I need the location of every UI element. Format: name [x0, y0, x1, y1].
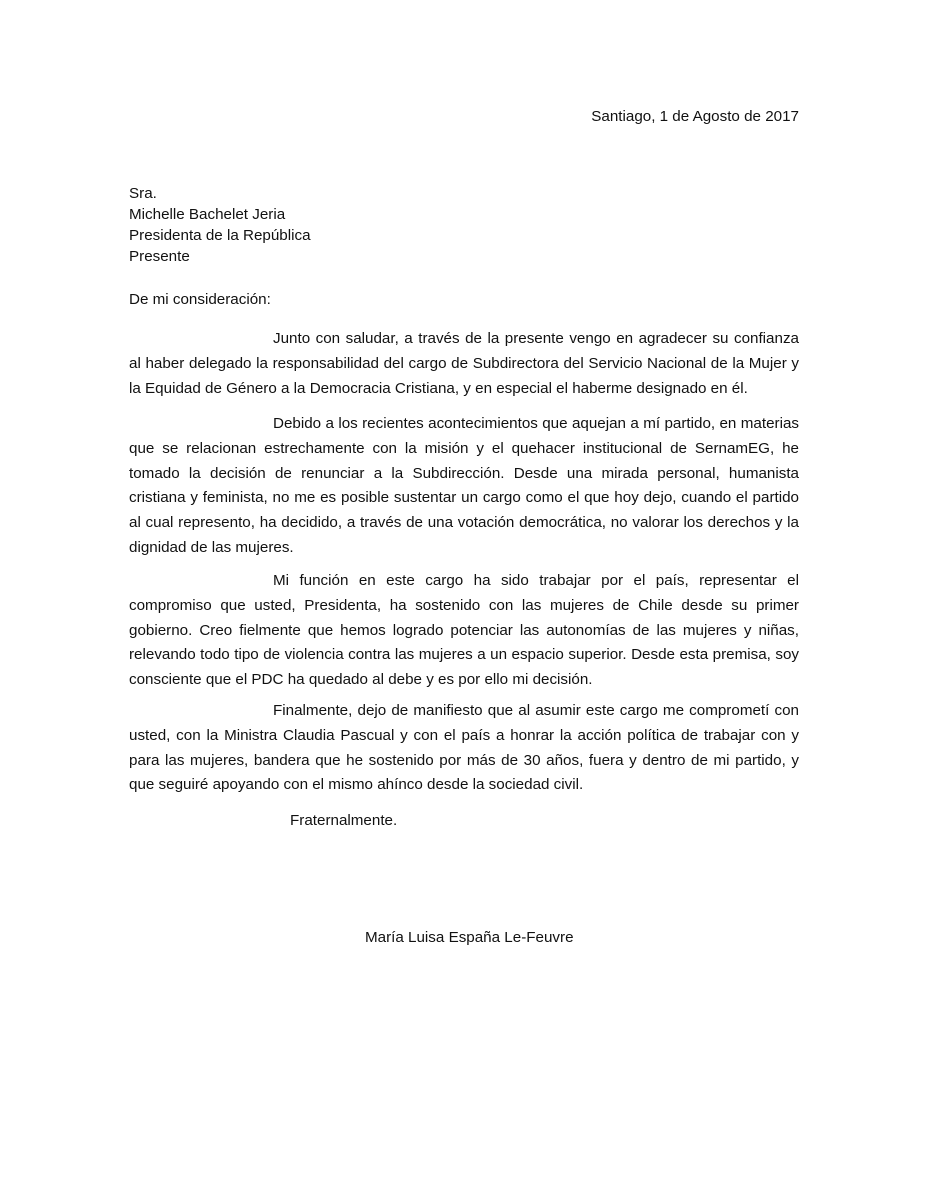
- addressee-presente: Presente: [129, 248, 190, 265]
- addressee-title: Presidenta de la República: [129, 227, 311, 244]
- body-paragraph-1: Junto con saludar, a través de la presente vengo en agradecer su confianza al haber delegado la responsabilidad del cargo de Subdirectora del Servicio Nacional de la Mujer y la Equidad de Género a la Democracia Cristiana, y en especial el haberme designado en él.: [129, 330, 799, 397]
- body-paragraph-4: Finalmente, dejo de manifiesto que al asumir este cargo me comprometí con usted, con la Ministra Claudia Pascual y con el país a honrar la acción política de trabajar con y para las mujeres, bandera que he sostenido por más de 30 años, fuera y dentro de mi partido, y que seguiré apoyando con el mismo ahínco desde la sociedad civil.: [129, 702, 799, 794]
- addressee-name: Michelle Bachelet Jeria: [129, 206, 286, 223]
- addressee-honorific: Sra.: [129, 185, 157, 202]
- salutation: De mi consideración:: [129, 291, 271, 308]
- signature-name: María Luisa España Le-Feuvre: [365, 929, 574, 946]
- place-date: Santiago, 1 de Agosto de 2017: [591, 108, 799, 125]
- addressee-block: [129, 183, 311, 267]
- body-paragraph-2: Debido a los recientes acontecimientos que aquejan a mí partido, en materias que se relacionan estrechamente con la misión y el quehacer institucional de SernamEG, he tomado la decisión de renunciar a la Subdirección. Desde una mirada personal, humanista cristiana y feminista, no me es posible sustentar un cargo como el que hoy dejo, cuando el partido al cual represento, ha decidido, a través de una votación democrática, no valorar los derechos y la dignidad de las mujeres.: [129, 415, 799, 556]
- body-paragraph-3: Mi función en este cargo ha sido trabajar por el país, representar el compromiso que usted, Presidenta, ha sostenido con las mujeres de Chile desde su primer gobierno. Creo fielmente que hemos logrado potenciar las autonomías de las mujeres y niñas, relevando todo tipo de violencia contra las mujeres a un espacio superior. Desde esta premisa, soy consciente que el PDC ha quedado al debe y es por ello mi decisión.: [129, 572, 799, 689]
- closing: Fraternalmente.: [290, 812, 398, 829]
